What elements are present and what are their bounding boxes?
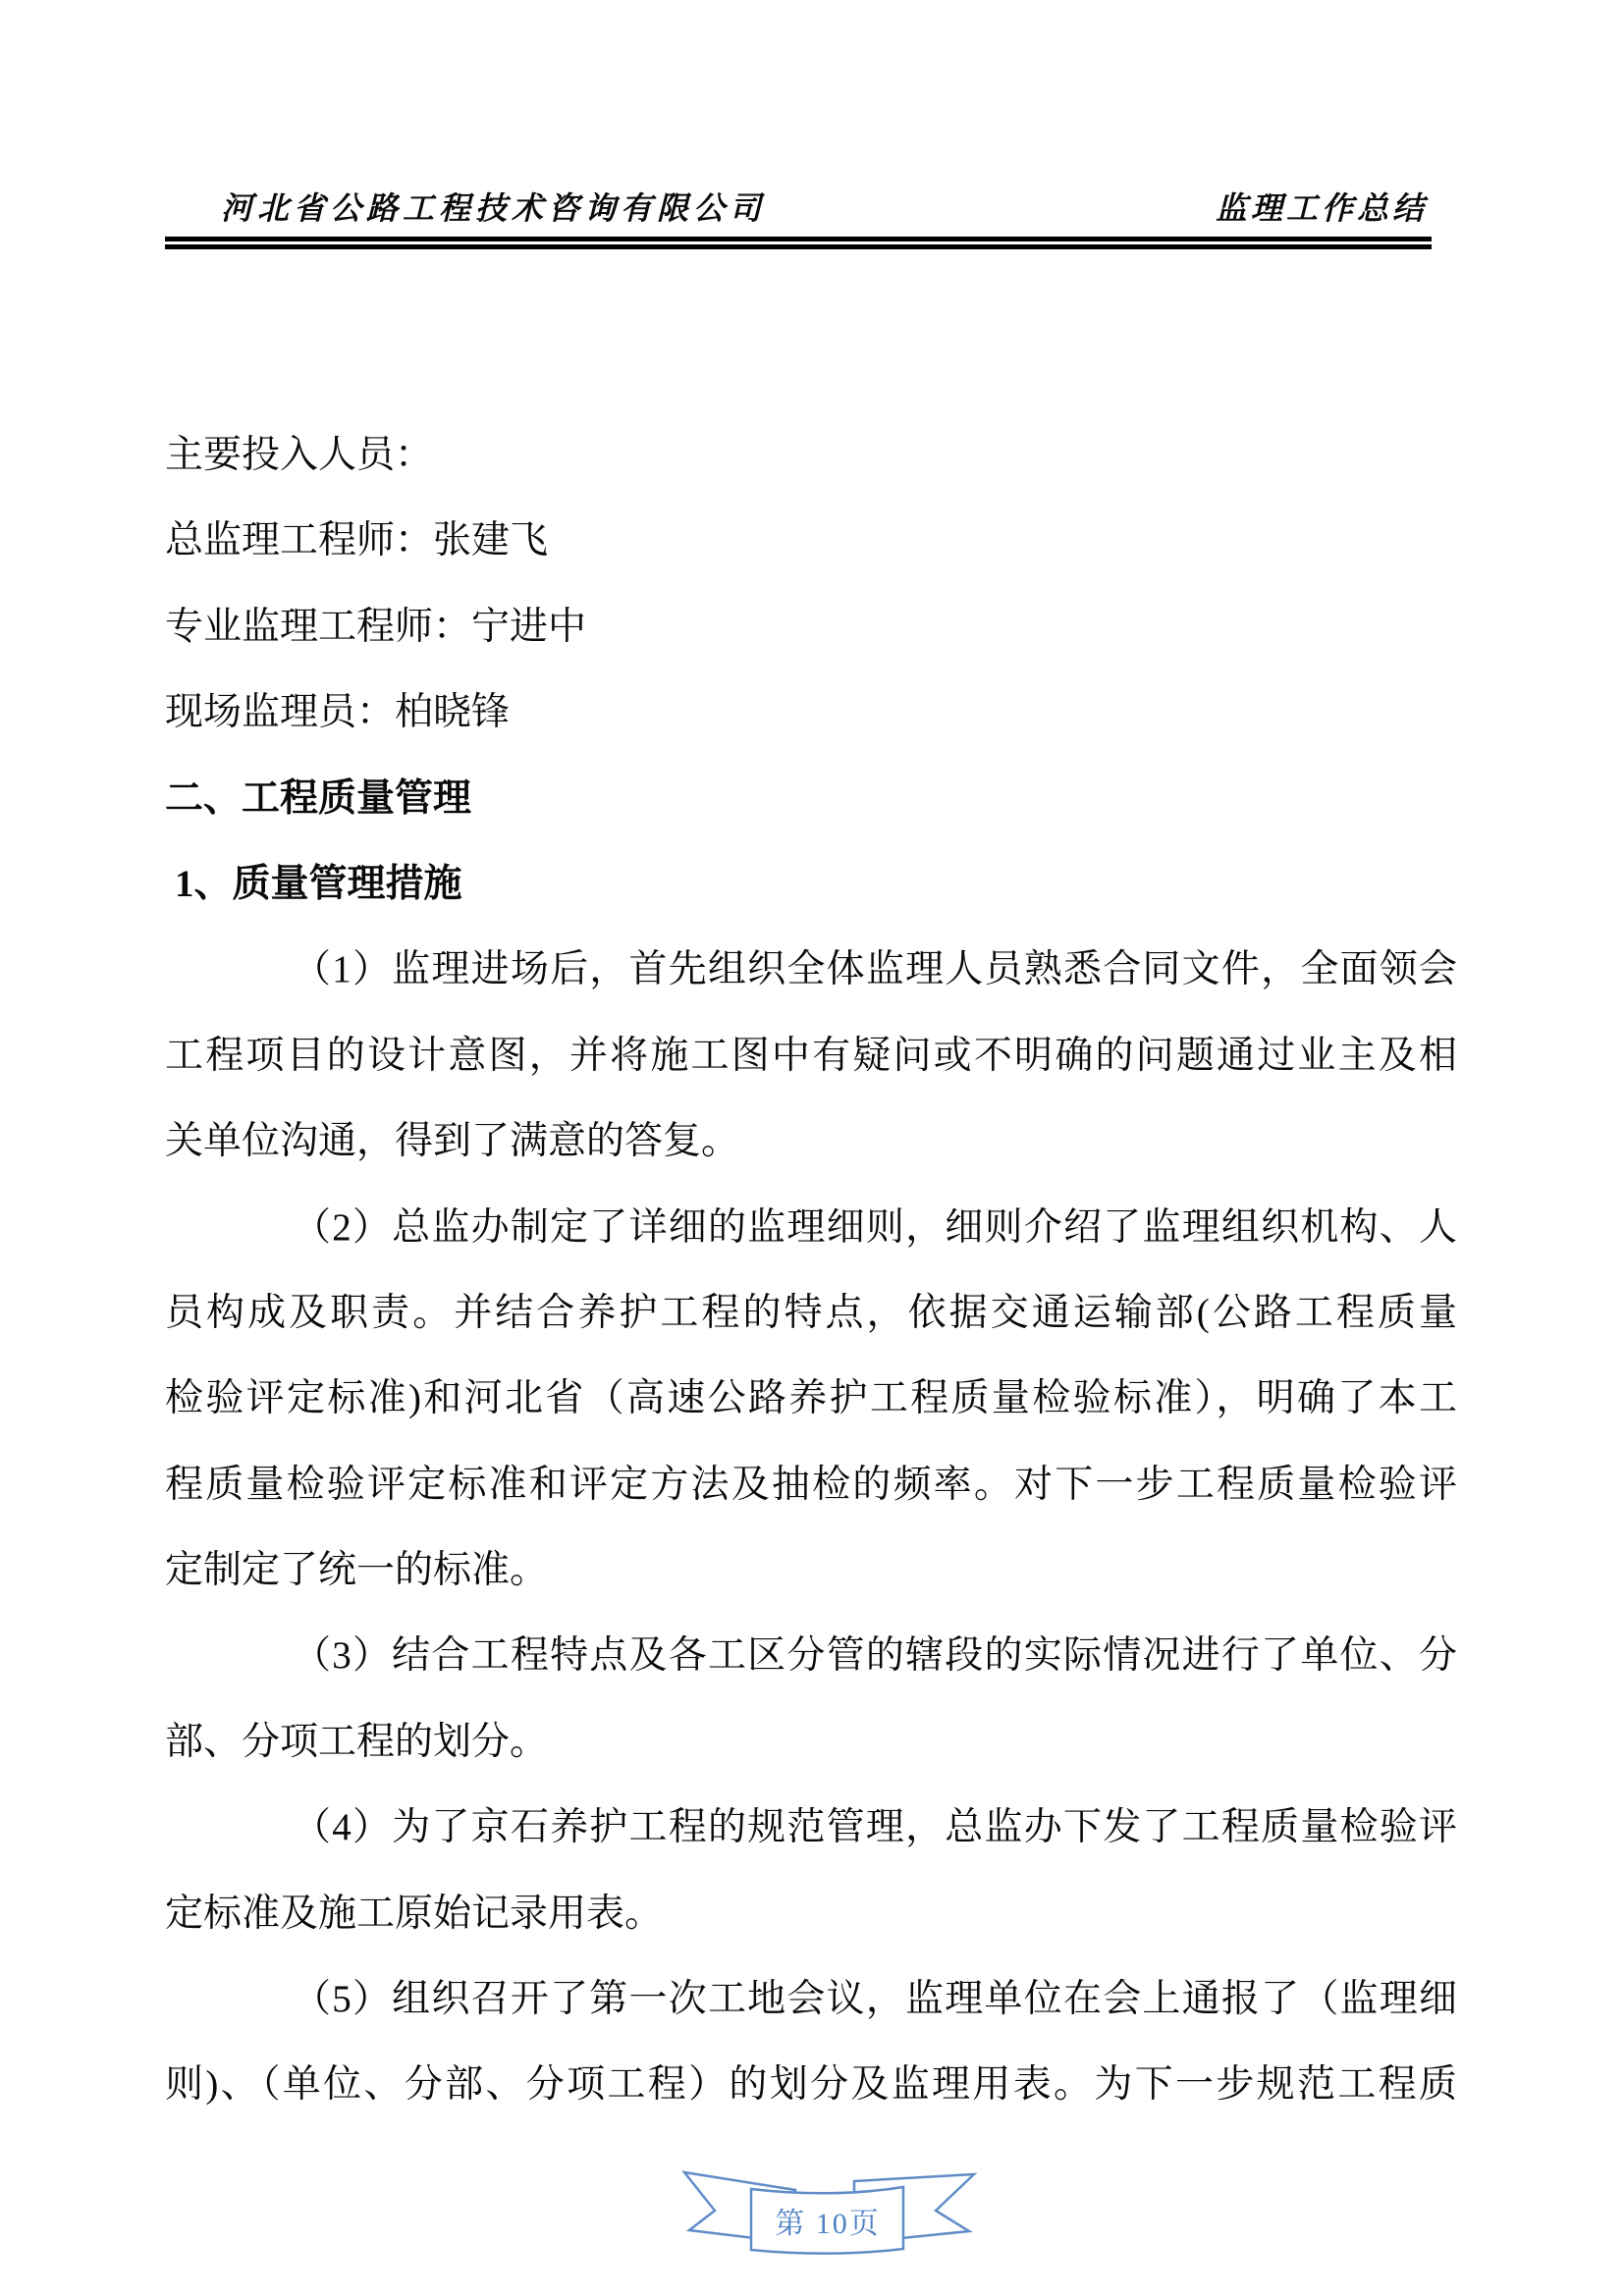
- body-line: （3）结合工程特点及各工区分管的辖段的实际情况进行了单位、分: [293, 1634, 1457, 1678]
- company-name: 河北省公路工程技术咨询有限公司: [221, 190, 767, 226]
- body-line: 现场监理员：柏晓锋: [165, 691, 511, 734]
- body-line: 总监理工程师：张建飞: [165, 519, 549, 562]
- ribbon-banner-icon: [677, 2164, 982, 2263]
- body-line: 专业监理工程师：宁进中: [165, 605, 587, 648]
- section-heading: 二、工程质量管理: [165, 776, 472, 820]
- subsection-heading: 1、质量管理措施: [175, 862, 462, 905]
- document-body: [165, 412, 1457, 2128]
- body-line: 工程项目的设计意图，并将施工图中有疑问或不明确的问题通过业主及相: [165, 1034, 1457, 1077]
- body-line: 则)、（单位、分部、分项工程）的划分及监理用表。为下一步规范工程质: [165, 2063, 1457, 2107]
- body-line: 定标准及施工原始记录用表。: [165, 1892, 664, 1935]
- body-line: （2）总监办制定了详细的监理细则，细则介绍了监理组织机构、人: [293, 1205, 1457, 1249]
- body-line: （1）监理进场后，首先组织全体监理人员熟悉合同文件，全面领会: [293, 948, 1457, 991]
- doc-title: 监理工作总结: [1215, 190, 1428, 226]
- body-line: 定制定了统一的标准。: [165, 1549, 549, 1592]
- page-header: [167, 187, 1457, 230]
- body-line: （4）为了京石养护工程的规范管理，总监办下发了工程质量检验评: [293, 1806, 1457, 1849]
- page-number-label: 第 10页: [775, 2208, 881, 2240]
- body-line: 程质量检验评定标准和评定方法及抽检的频率。对下一步工程质量检验评: [165, 1463, 1457, 1506]
- body-line: 员构成及职责。并结合养护工程的特点，依据交通运输部(公路工程质量: [165, 1291, 1457, 1334]
- body-line: 主要投入人员：: [165, 434, 434, 476]
- body-line: （5）组织召开了第一次工地会议，监理单位在会上通报了（监理细: [293, 1978, 1457, 2021]
- page-number-ribbon: [677, 2164, 982, 2263]
- body-line: 关单位沟通，得到了满意的答复。: [165, 1120, 740, 1163]
- header-rule: [165, 237, 1432, 249]
- body-line: 部、分项工程的划分。: [165, 1720, 549, 1763]
- body-line: 检验评定标准)和河北省（高速公路养护工程质量检验标准），明确了本工: [165, 1377, 1457, 1420]
